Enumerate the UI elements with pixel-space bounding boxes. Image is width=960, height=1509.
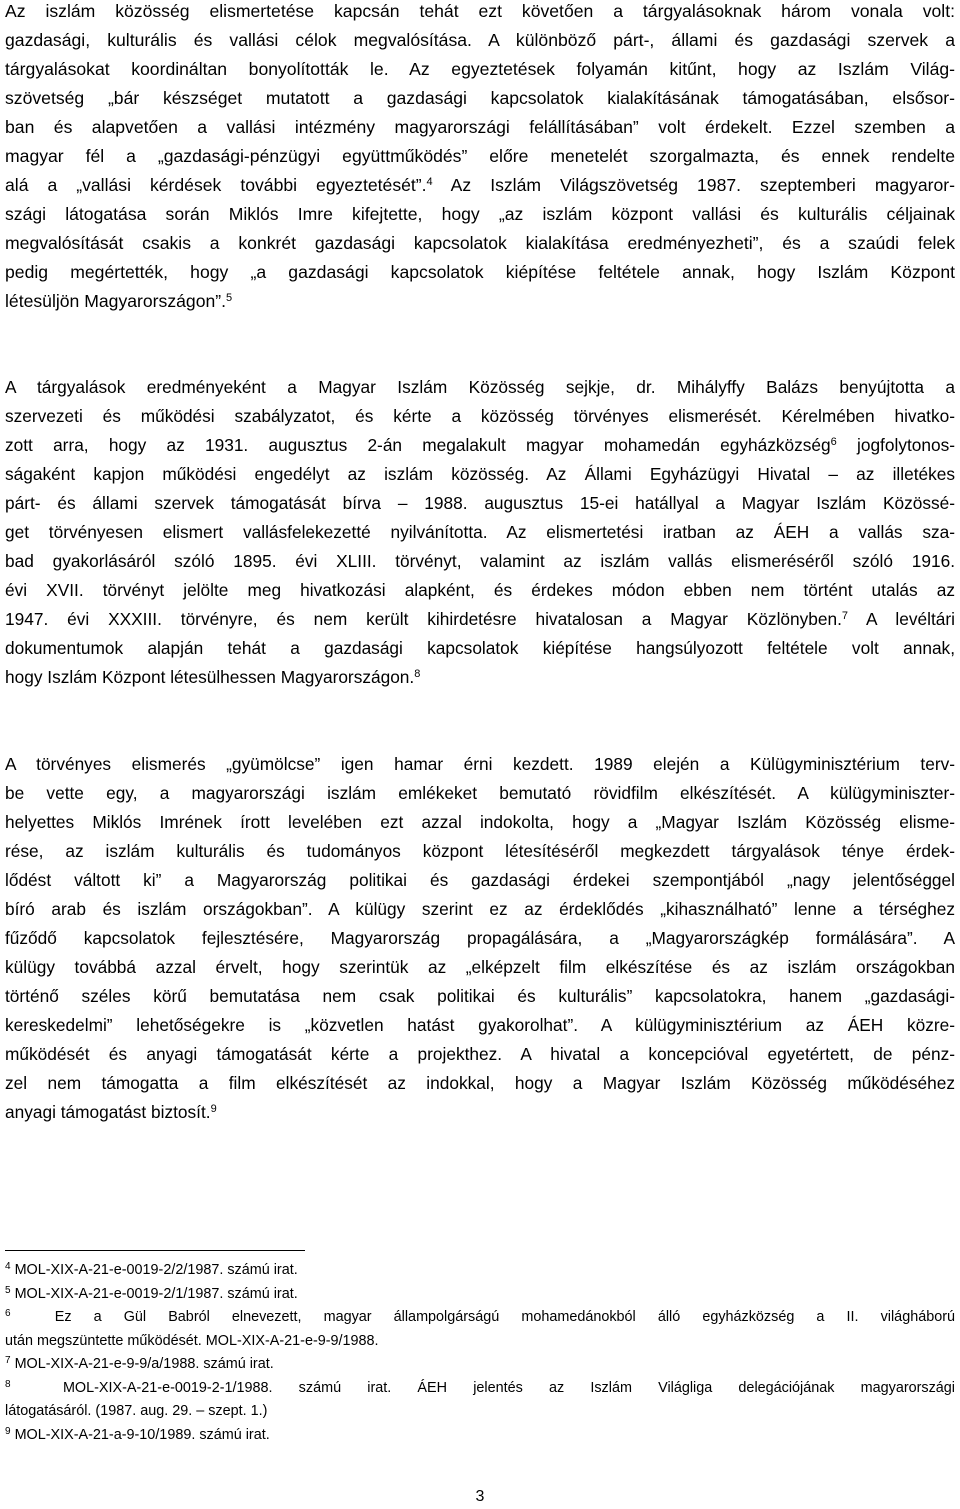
text-line: bad gyakorlásáról szóló 1895. évi XLIII. törvényt, valamint az iszlám vallás elismeréséről szóló 1916. [5, 551, 955, 571]
text-line: szervezeti és működési szabályzatot, és kérte a közösség törvényes elismerését. Kérelmében hivatko- [5, 406, 955, 426]
footnote-continuation: látogatásáról. (1987. aug. 29. – szept. 1.) [5, 1403, 268, 1419]
footnote-number: 9 [5, 1425, 11, 1437]
text-line: be vette egy, a magyarországi iszlám emlékeket bemutató rövidfilm elkészítését. A külügyminiszter- [5, 783, 955, 803]
text-line: bíró arab és iszlám országokban”. A külügy szerint ez az érdeklődés „kihasználható” lenne a térséghez [5, 899, 955, 919]
text-line: ságaként kapjon működési engedélyt az iszlám közösség. Az Állami Egyházügyi Hivatal – az illetékes [5, 464, 955, 484]
footnote-number: 7 [5, 1355, 11, 1366]
text-line: Az iszlám közösség elismertetése kapcsán tehát ezt követően a tárgyalásoknak három vonala volt: [5, 1, 955, 21]
paragraph [5, 0, 955, 316]
footnote-number: 5 [5, 1284, 11, 1296]
footnote-continuation: után megszüntette működését. MOL-XIX-A-21-e-9-9/1988. [5, 1332, 379, 1349]
text-line: szági látogatása során Miklós Imre kifejtette, hogy „az iszlám központ vallási és kulturális céljainak [5, 204, 955, 224]
text-line: évi XVII. törvényt jelölte meg hivatkozási alapként, és érdekes módon ebben nem történt utalás az [5, 580, 955, 600]
text-line: hogy Iszlám Központ létesülhessen Magyarországon.$^8$ [5, 667, 421, 687]
footnote-reference: 6 [830, 436, 837, 448]
footnote: $^4$ MOL-XIX-A-21-e-0019-2/2/1987. számú irat. [5, 1261, 298, 1278]
text-line: fűződő kapcsolatok fejlesztésére, Magyarország propagálására, a „Magyarországkép formálására”. A [5, 928, 955, 948]
text-line: zott arra, hogy az 1931. augusztus 2-án megalakult magyar mohamedán egyházközség$^6$ jogfolytonos- [5, 435, 955, 455]
footnote: $^7$ MOL-XIX-A-21-e-9-9/a/1988. számú irat. [5, 1355, 274, 1372]
footnote: $^9$ MOL-XIX-A-21-a-9-10/1989. számú irat. [5, 1425, 270, 1443]
text-line: A tárgyalások eredményeként a Magyar Iszlám Közösség sejkje, dr. Mihályffy Balázs benyújtotta a [5, 377, 955, 397]
footnotes [5, 1258, 955, 1446]
text-line: létesüljön Magyarországon”.$^5$ [5, 291, 233, 311]
text-line: ban és alapvetően a vallási intézmény magyarországi felállításában” volt érdekelt. Ezzel szemben a [5, 117, 955, 137]
text-line: kereskedelmi” lehetőségekre is „közvetlen hatást gyakorolhat”. A külügyminisztérium az ÁEH közre- [5, 1015, 955, 1035]
text-line: dokumentumok alapján tehát a gazdasági kapcsolatok kiépítése hangsúlyozott feltétele volt annak, [5, 638, 955, 658]
text-line: szövetség „bár készséget mutatott a gazdasági kapcsolatok kialakításának támogatásában, elsősor- [5, 88, 955, 108]
footnote-number: 6 [5, 1308, 11, 1319]
text-line: működését és anyagi támogatását kérte a projekthez. A hivatal a koncepcióval egyetértett, de pénz- [5, 1044, 955, 1064]
footnote-number: 8 [5, 1378, 11, 1390]
text-line: A törvényes elismerés „gyümölcse” igen hamar érni kezdett. 1989 elején a Külügyminisztérium terv- [5, 754, 955, 774]
text-line: helyettes Miklós Imrének írott levelében ezt azzal indokolta, hogy a „Magyar Iszlám Közösség elisme- [5, 812, 955, 832]
footnote: $^5$ MOL-XIX-A-21-e-0019-2/1/1987. számú irat. [5, 1284, 298, 1302]
text-line: gazdasági, kulturális és vallási célok megvalósítása. A különböző párt-, állami és gazdasági szervek a [5, 30, 955, 50]
footnote-reference: 7 [841, 610, 849, 622]
paragraph [5, 750, 955, 1127]
paragraph [5, 373, 955, 692]
text-line: rése, az iszlám kulturális és tudományos központ létesítéséről megkezdett tárgyalások ténye érdek- [5, 841, 955, 861]
text-line: get törvényesen elismert vallásfelekezetté nyilvánította. Az elismertetési iratban az ÁEH a vallás sza- [5, 522, 955, 542]
footnote-reference: 9 [210, 1103, 217, 1115]
footnote-reference: 8 [414, 668, 421, 680]
footnote-reference: 5 [226, 292, 233, 304]
page-number: 3 [475, 1488, 485, 1505]
footnote-separator [5, 1250, 305, 1251]
footnote-reference: 4 [426, 176, 433, 188]
text-line: történő széles körű bemutatása nem csak politikai és kulturális” kapcsolatokra, hanem „gazdasági- [5, 986, 955, 1006]
text-line: párt- és állami szervek támogatását bírva – 1988. augusztus 15-ei hatállyal a Magyar Iszlám Közössé- [5, 493, 955, 513]
text-line: magyar fél a „gazdasági-pénzügyi együttműködés” előre menetelét szorgalmazta, és ennek rendelte [5, 146, 955, 166]
footnote: $^6$ Ez a Gül Babról elnevezett, magyar állampolgárságú mohamedánokból álló egyházközség a II. világháború [5, 1308, 956, 1325]
text-line: tárgyalásokat koordináltan bonyolították le. Az egyeztetések folyamán kitűnt, hogy az Iszlám Világ- [5, 59, 955, 79]
text-line: alá a „vallási kérdések további egyeztetését”.$^4$ Az Iszlám Világszövetség 1987. szeptemberi magyaror- [5, 175, 955, 195]
footnote: $^8$ MOL-XIX-A-21-e-0019-2-1/1988. számú irat. ÁEH jelentés az Iszlám Világliga delegációjának magyarországi [5, 1378, 956, 1396]
text-line: megvalósítását csakis a konkrét gazdasági kapcsolatok kialakítása eredményezheti”, és a szaúdi felek [5, 233, 955, 253]
text-line: lődést váltott ki” a Magyarország politikai és gazdasági érdekei szempontjából „nagy jelentőséggel [5, 870, 955, 890]
footnote-number: 4 [5, 1261, 11, 1272]
text-line: pedig megértették, hogy „a gazdasági kapcsolatok kiépítése feltétele annak, hogy Iszlám Központ [5, 262, 955, 282]
text-line: 1947. évi XXXIII. törvényre, és nem került kihirdetésre hivatalosan a Magyar Közlönyben.$^7$ A levéltári [5, 609, 955, 629]
text-line: anyagi támogatást biztosít.$^9$ [5, 1102, 217, 1122]
text-line: külügy továbbá azzal érvelt, hogy szerintük az „elképzelt film elkészítése és az iszlám országokban [5, 957, 955, 977]
text-line: zel nem támogatta a film elkészítését az indokkal, hogy a Magyar Iszlám Közösség működéséhez [5, 1073, 955, 1093]
